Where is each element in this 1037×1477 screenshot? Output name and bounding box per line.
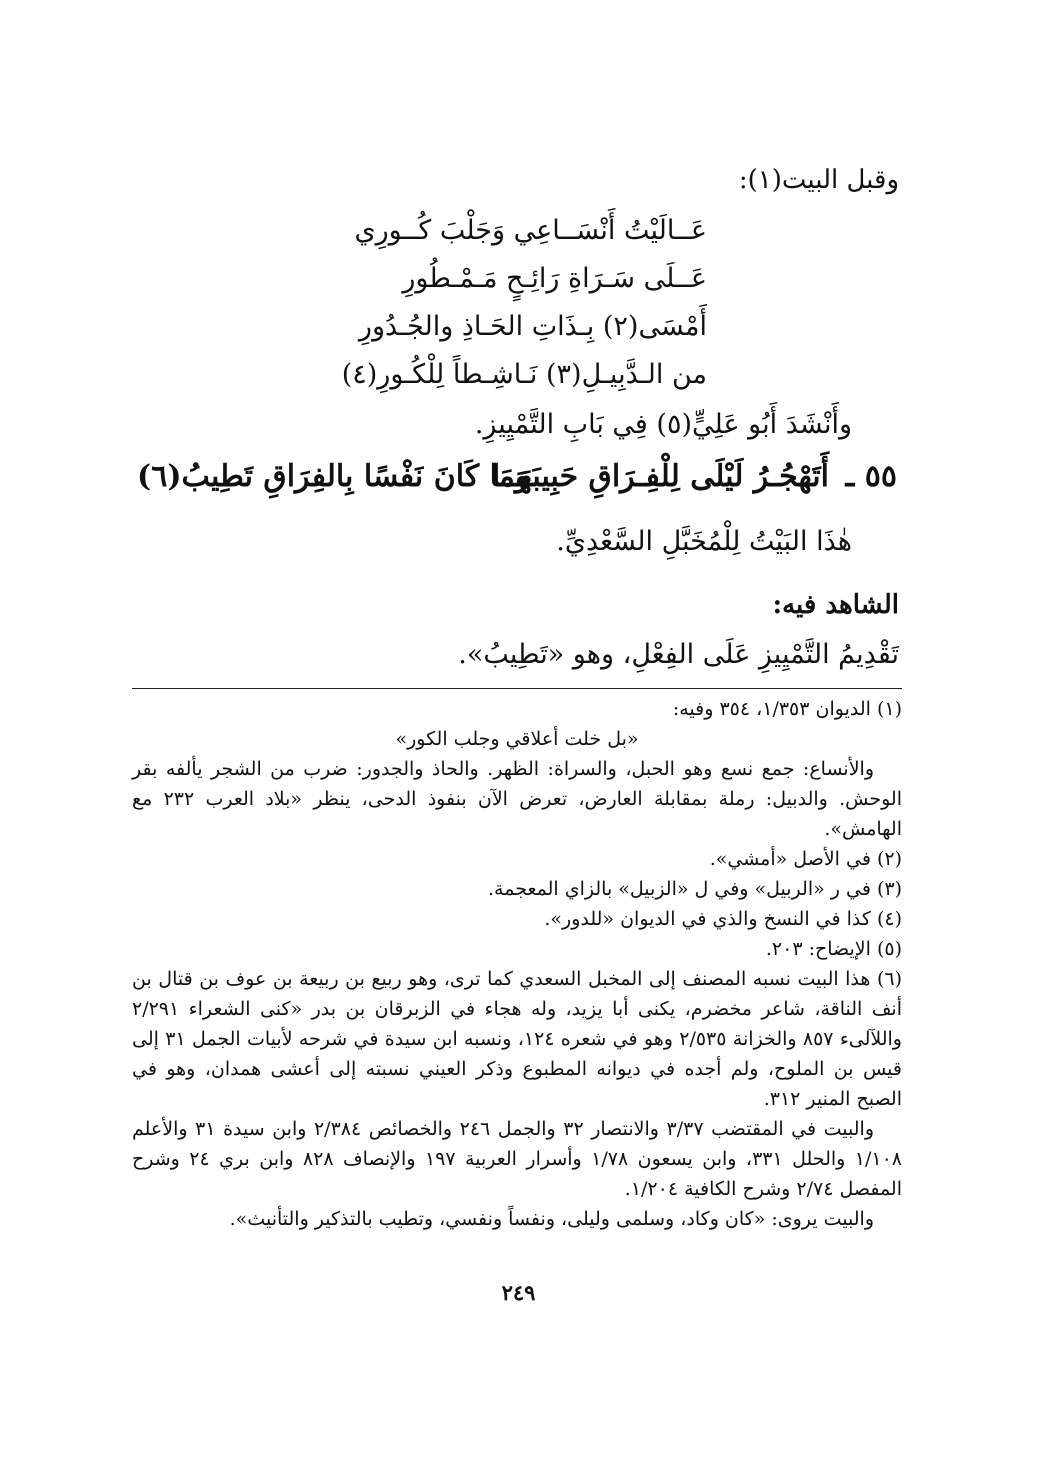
footnote-3: (٣) في ر «الربيل» وفي ل «الزبيل» بالزاي المعجمة. <box>488 878 902 900</box>
verse-line: عَــالَيْتُ أَنْسَــاعِي وَجَلْبَ كُــورِي <box>354 215 707 246</box>
footnote-1-gloss: والأنساع: جمع نسع وهو الحبل، والسراة: الظهر. والحاذ والجدور: ضرب من الشجر يألفه بقر الوحش. والدبيل: رملة بمقابلة العارض، تعرض الآن بنفوذ الدحى، ينظر «بلاد العرب ٢٣٢ مع الهامش». <box>132 758 902 840</box>
verse-number: ٥٥ ـ <box>845 459 897 494</box>
verse-line: عَــلَى سَـرَاةِ رَائِـحٍ مَـمْـطُورِ <box>402 263 707 294</box>
second-hemistich: وَمَا كَانَ نَفْسًا بِالفِرَاقِ تَطِيبُ(٦) <box>137 459 530 494</box>
witness-text: تَقْدِيمُ التَّمْيِيزِ عَلَى الفِعْلِ، وهو «تَطِيبُ». <box>458 639 899 670</box>
first-hemistich: أَتَهْجُـرُ لَيْلَى لِلْفِـرَاقِ حَبِيبَهَــا <box>491 459 829 494</box>
footnote-1: (١) الديوان ١/٣٥٣، ٣٥٤ وفيه: <box>672 698 902 720</box>
verse-intro: وقبل البيت(١): <box>738 165 899 195</box>
footnote-5: (٥) الإيضاح: ٢٠٣. <box>765 938 902 960</box>
footnotes <box>132 694 902 1234</box>
verse-attribution: هٰذَا البَيْتُ لِلْمُخَبَّلِ السَّعْدِيِّ. <box>556 526 852 557</box>
footnote-4: (٤) كذا في النسخ والذي في الديوان «للدور». <box>544 908 902 930</box>
page-number: ٢٤٩ <box>501 1280 536 1305</box>
recitation-note: وأَنْشَدَ أَبُو عَلِيٍّ(٥) فِي بَابِ التَّمْيِيزِ. <box>474 409 852 440</box>
footnote-1-quote: «بل خلت أعلاقي وجلب الكور» <box>395 728 639 750</box>
preceding-verses <box>327 207 707 399</box>
verse-line: من الـدَّبِيـلِ(٣) نَـاشِـطاً لِلْكُـورِ(٤) <box>341 359 707 390</box>
footnote-6-variants: والبيت يروى: «كان وكاد، وسلمى وليلى، ونفساً ونفسي، وتطيب بالتذكير والتأنيث». <box>229 1208 874 1230</box>
main-verse <box>137 453 897 501</box>
footnote-6-sources: والبيت في المقتضب ٣/٣٧ والانتصار ٣٢ والجمل ٢٤٦ والخصائص ٢/٣٨٤ وابن سيدة ٣١ والأعلم ١/١٠٨ والحلل ٣٣١، وابن يسعون ١/٧٨ وأسرار العربية ١٩٧ والإنصاف ٨٢٨ وابن بري ٢٤ وشرح المفصل ٢/٧٤ وشرح الكافية ١/٢٠٤. <box>132 1118 902 1200</box>
footnote-divider <box>132 688 902 689</box>
witness-heading: الشاهد فيه: <box>772 590 899 620</box>
footnote-2: (٢) في الأصل «أمشي». <box>709 848 902 870</box>
footnote-6: (٦) هذا البيت نسبه المصنف إلى المخبل السعدي كما ترى، وهو ربيع بن ربيعة بن عوف بن قتال بن أنف الناقة، شاعر مخضرم، يكنى أبا يزيد، وله هجاء في الزبرقان بن بدر «كنى الشعراء ٢/٢٩١ واللآلىء ٨٥٧ والخزانة ٢/٥٣٥ وهو في شعره ١٢٤، ونسبه ابن سيدة في شرحه لأبيات الجمل ٣١ إلى قيس بن الملوح، ولم أجده في ديوانه المطبوع وذكر العيني نسبته إلى أعشى همدان، وهو في الصبح المنير ٣١٢. <box>132 968 902 1110</box>
verse-line: أَمْسَى(٢) بِـذَاتِ الحَـاذِ والجُـدُورِ <box>358 311 707 342</box>
